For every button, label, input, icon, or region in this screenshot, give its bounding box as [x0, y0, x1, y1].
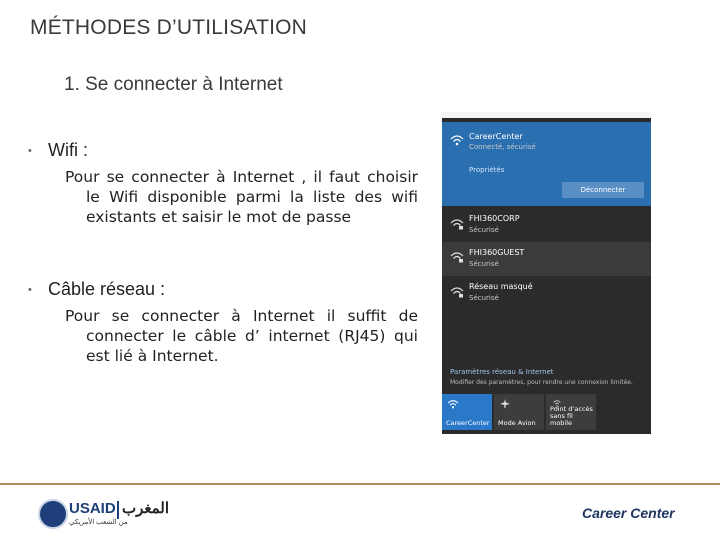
airplane-mode-tile[interactable] [494, 394, 544, 430]
active-network-item[interactable] [442, 122, 651, 206]
network-settings-description: Modifier des paramètres, pour rendre une connexion limitée. [450, 379, 633, 386]
bullet-wifi [28, 140, 418, 227]
bullet-text: Pour se connecter à Internet , il faut choisir le Wifi disponible parmi la liste des wifi existants et saisir le mot de passe [65, 168, 418, 226]
arabic-wordmark: المغرب [122, 500, 170, 517]
disconnect-button[interactable]: Déconnecter [562, 182, 644, 198]
bullet-dot-icon: • [28, 284, 32, 297]
bullet-heading: Wifi : [48, 140, 88, 160]
wifi-secure-icon [450, 218, 464, 230]
mobile-hotspot-tile[interactable] [546, 394, 596, 430]
properties-link[interactable]: Propriétés [469, 166, 505, 174]
airplane-icon [499, 399, 511, 409]
wifi-secure-icon [450, 286, 464, 298]
tile-label: Mode Avion [498, 419, 536, 427]
network-status: Sécurisé [469, 294, 499, 302]
bullet-cable [28, 279, 418, 366]
slide-subtitle: 1. Se connecter à Internet [64, 74, 283, 95]
wifi-flyout-screenshot [442, 118, 651, 434]
usaid-morocco-logo [38, 497, 168, 531]
network-name: Réseau masqué [469, 282, 533, 291]
bullet-text: Pour se connecter à Internet il suffit de connecter le câble d’ internet (RJ45) qui est lié à Internet. [65, 307, 418, 365]
footer-rule [0, 483, 720, 485]
wifi-secure-icon [450, 251, 464, 263]
network-item[interactable] [442, 242, 651, 276]
network-name: FHI360GUEST [469, 248, 525, 257]
network-item[interactable] [442, 210, 651, 244]
network-status: Sécurisé [469, 260, 499, 268]
wifi-icon [447, 399, 459, 409]
network-status: Connecté, sécurisé [469, 143, 536, 151]
tile-label: CareerCenter [446, 419, 490, 427]
wifi-icon [450, 134, 464, 146]
slide-title: MÉTHODES D’UTILISATION [30, 16, 308, 39]
network-name: FHI360CORP [469, 214, 520, 223]
usaid-seal-icon [38, 499, 68, 529]
career-center-logo: Career Center [582, 505, 675, 521]
bullet-heading: Câble réseau : [48, 279, 166, 299]
network-name: CareerCenter [469, 132, 523, 141]
wifi-quick-tile[interactable] [442, 394, 492, 430]
logo-separator [117, 501, 119, 519]
network-item[interactable] [442, 278, 651, 312]
tile-label: Point d’accès sans fil mobile [550, 405, 593, 427]
network-status: Sécurisé [469, 226, 499, 234]
bullet-dot-icon: • [28, 145, 32, 158]
usaid-wordmark: USAID [69, 500, 116, 517]
arabic-tagline: من الشعب الأمريكي [69, 519, 128, 526]
network-settings-link[interactable]: Paramètres réseau & Internet [450, 368, 554, 376]
